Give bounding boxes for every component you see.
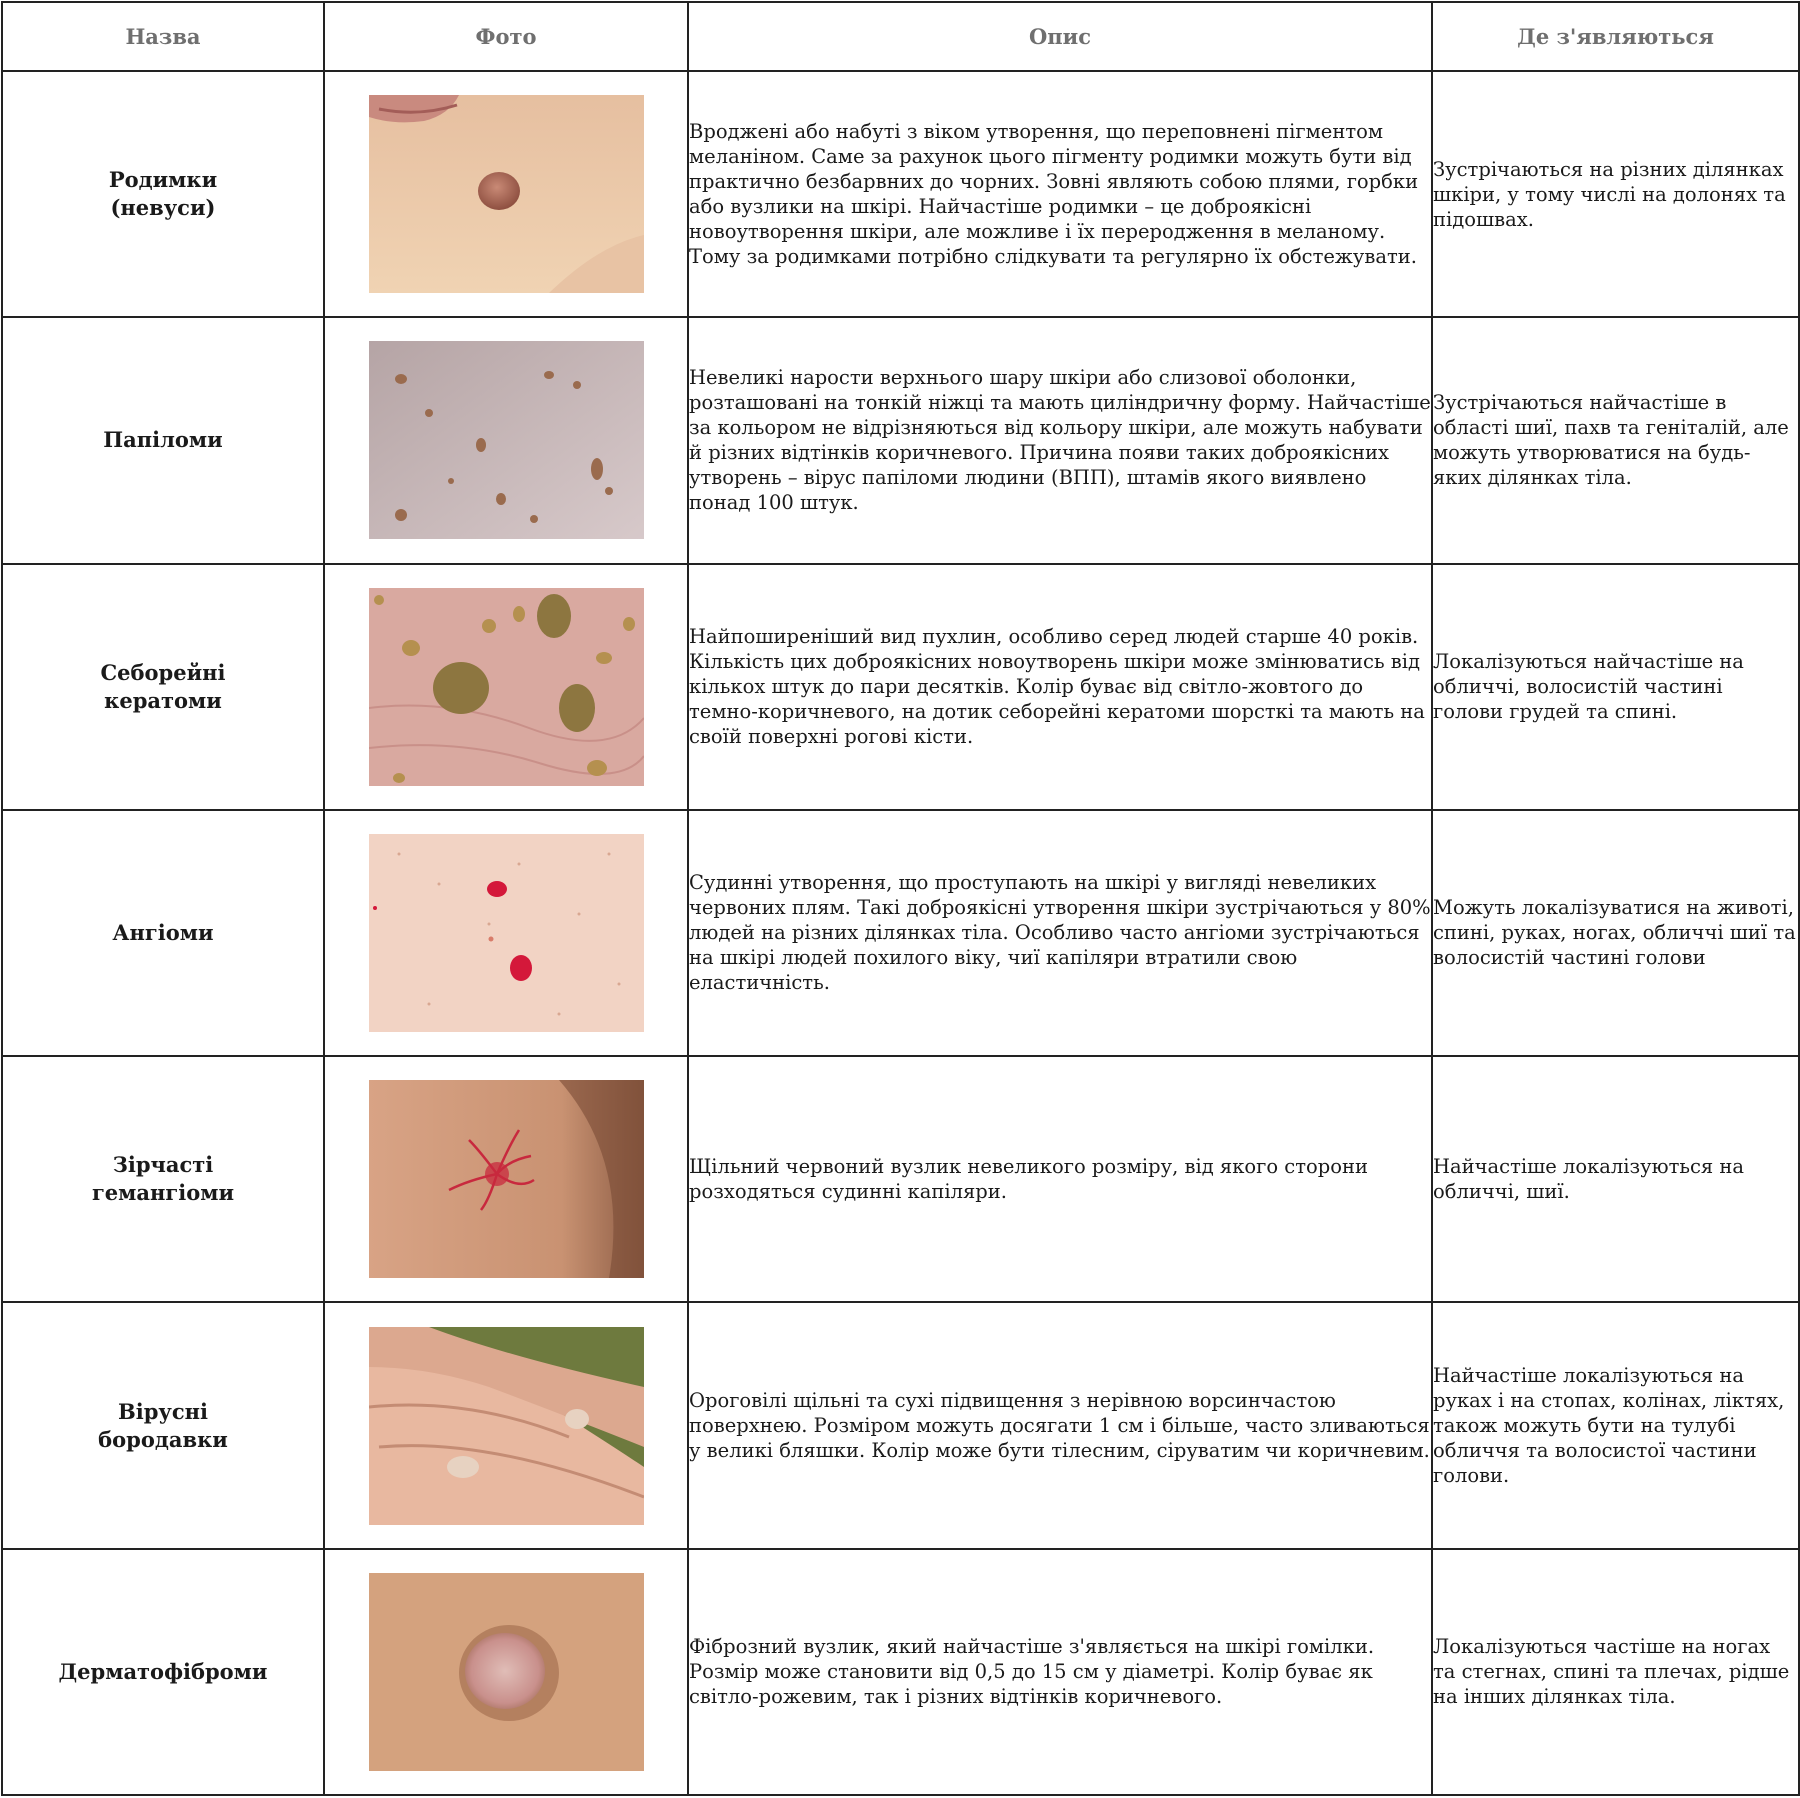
viral-warts-hand-photo (369, 1327, 644, 1525)
seborrheic-keratoma-photo (369, 588, 644, 786)
table-header-row (2, 2, 1799, 71)
lesion-location: Можуть локалізуватися на животі, спині, руках, ногах, обличчі шиї та волосистій частині голови (1432, 810, 1799, 1056)
lesion-name: Дерматофіброми (58, 1658, 268, 1684)
lesion-name: Себорейні кератоми (100, 659, 226, 713)
table-row (2, 71, 1799, 317)
lesion-location: Локалізуються частіше на ногах та стегнах, спині та плечах, рідше на інших ділянках тіла. (1432, 1549, 1799, 1795)
angioma-skin-photo (369, 834, 644, 1032)
lesion-name: Родимки (невуси) (108, 167, 218, 221)
table-row (2, 1549, 1799, 1795)
table-row (2, 1056, 1799, 1302)
header-where: Де з'являються (1432, 2, 1799, 71)
papilloma-skin-photo (369, 341, 644, 539)
lesion-name: Ангіоми (112, 919, 214, 945)
lesion-description: Судинні утворення, що проступають на шкірі у вигляді невеликих червоних плям. Такі доброякісні утворення шкіри зустрічаються у 80% людей на різних ділянках тіла. Особливо часто ангіоми зустрічаються на шкірі людей похилого віку, чиї капіляри втратили свою еластичність. (688, 810, 1432, 1056)
lesion-location: Локалізуються найчастіше на обличчі, волосистій частині голови грудей та спині. (1432, 564, 1799, 810)
lesion-location: Найчастіше локалізуються на обличчі, шиї. (1432, 1056, 1799, 1302)
mole-closeup-photo (369, 95, 644, 293)
lesion-location: Зустрічаються на різних ділянках шкіри, у тому числі на долонях та підошвах. (1432, 71, 1799, 317)
lesion-name: Вірусні бородавки (98, 1398, 228, 1452)
spider-hemangioma-photo (369, 1080, 644, 1278)
dermatofibroma-photo (369, 1573, 644, 1771)
table-row (2, 317, 1799, 563)
lesion-description: Невеликі нарости верхнього шару шкіри або слизової оболонки, розташовані на тонкій ніжці та мають циліндричну форму. Найчастіше за кольором не відрізняються від кольору шкіри, але можуть набувати й різних відтінків коричневого. Причина появи таких доброякісних утворень – вірус папіломи людини (ВПП), штамів якого виявлено понад 100 штук. (688, 317, 1432, 563)
lesion-description: Найпоширеніший вид пухлин, особливо серед людей старше 40 років. Кількість цих доброякісних новоутворень шкіри може змінюватись від кількох штук до пари десятків. Колір буває від світло-жовтого до темно-коричневого, на дотик себорейні кератоми шорсткі та мають на своїй поверхні рогові кісти. (688, 564, 1432, 810)
header-description: Опис (688, 2, 1432, 71)
table-row (2, 810, 1799, 1056)
lesion-description: Вроджені або набуті з віком утворення, що переповнені пігментом меланіном. Саме за рахунок цього пігменту родимки можуть бути від практично безбарвних до чорних. Зовні являють собою плями, горбки або вузлики на шкірі. Найчастіше родимки – це доброякісні новоутворення шкіри, але можливе і їх переродження в меланому. Тому за родимками потрібно слідкувати та регулярно їх обстежувати. (688, 71, 1432, 317)
header-photo: Фото (324, 2, 688, 71)
lesion-name: Зірчасті гемангіоми (91, 1152, 235, 1206)
skin-lesions-table (1, 1, 1800, 1796)
lesion-location: Зустрічаються найчастіше в області шиї, пахв та геніталій, але можуть утворюватися на будь-яких ділянках тіла. (1432, 317, 1799, 563)
lesion-name: Папіломи (103, 427, 223, 453)
header-name: Назва (2, 2, 324, 71)
table-row (2, 564, 1799, 810)
lesion-description: Щільний червоний вузлик невеликого розміру, від якого сторони розходяться судинні капіляри. (688, 1056, 1432, 1302)
table-row (2, 1302, 1799, 1548)
lesion-location: Найчастіше локалізуються на руках і на стопах, колінах, ліктях, також можуть бути на тулубі обличчя та волосистої частини голови. (1432, 1302, 1799, 1548)
lesion-description: Ороговілі щільні та сухі підвищення з нерівною ворсинчастою поверхнею. Розміром можуть досягати 1 см і більше, часто зливаються у великі бляшки. Колір може бути тілесним, сіруватим чи коричневим. (688, 1302, 1432, 1548)
lesion-description: Фіброзний вузлик, який найчастіше з'являється на шкірі гомілки. Розмір може становити від 0,5 до 15 см у діаметрі. Колір буває як світло-рожевим, так і різних відтінків коричневого. (688, 1549, 1432, 1795)
